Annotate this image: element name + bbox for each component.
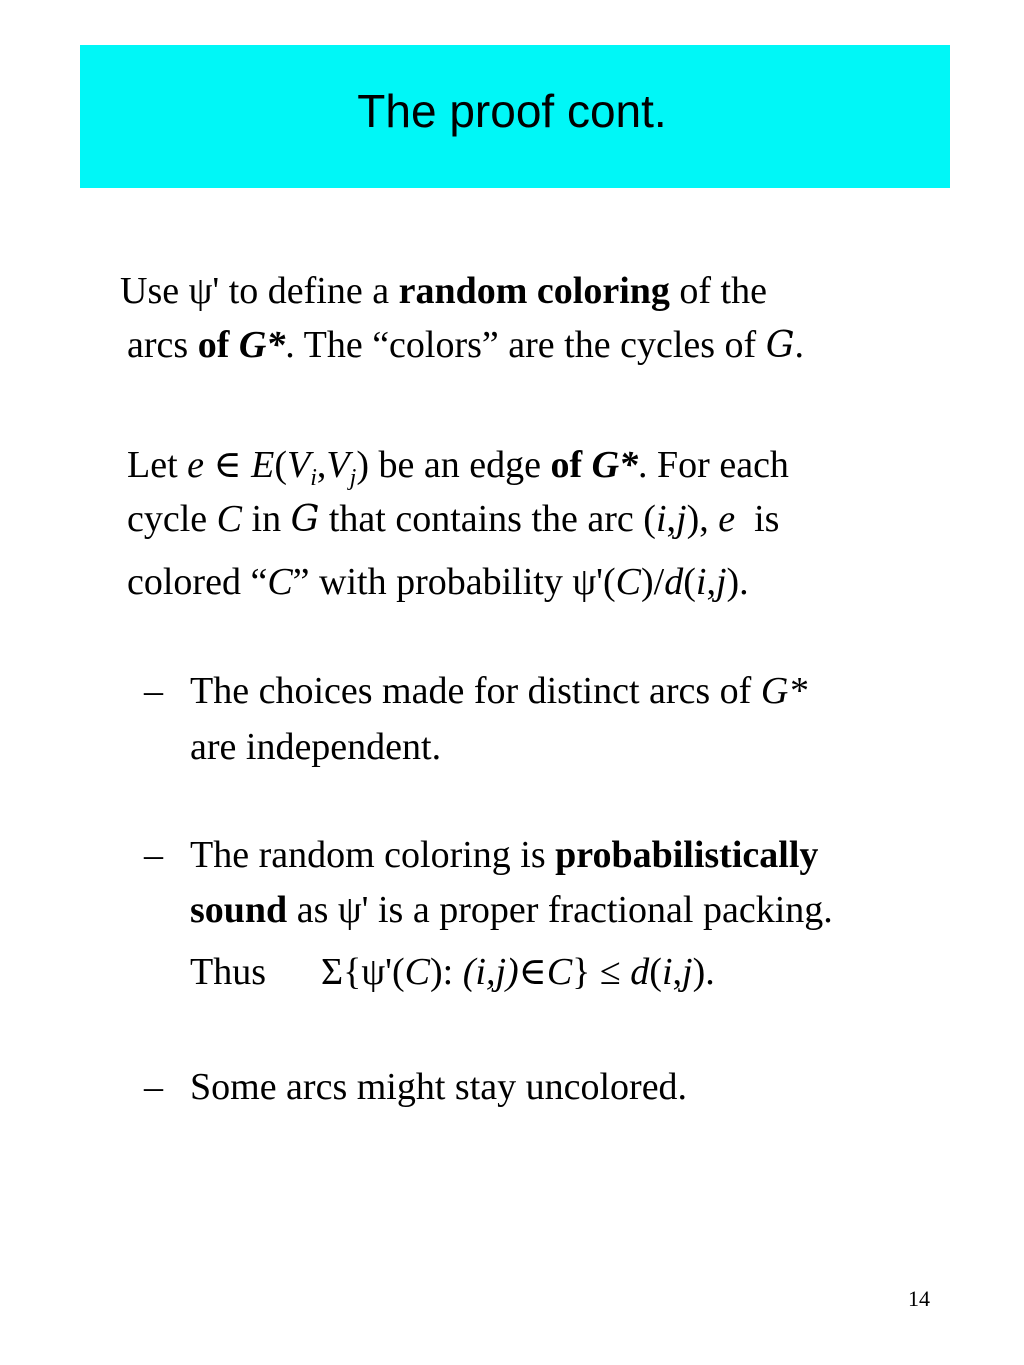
bullet-2-line-2: sound as ψ' is a proper fractional packing. bbox=[190, 889, 833, 931]
bullet-1-line-1: The choices made for distinct arcs of G* bbox=[190, 670, 808, 712]
script-g-symbol: G bbox=[765, 325, 795, 366]
paragraph-2-line-2: cycle C in G that contains the arc (i,j), e is bbox=[127, 498, 780, 540]
bullet-3-line-1: Some arcs might stay uncolored. bbox=[190, 1066, 688, 1108]
page-number: 14 bbox=[908, 1286, 930, 1311]
bullet-1-line-2: are independent. bbox=[190, 726, 442, 768]
paragraph-1-line-2: arcs of G*. The “colors” are the cycles of G. bbox=[127, 324, 804, 366]
script-g-symbol: G bbox=[290, 499, 320, 540]
bullet-dash: – bbox=[144, 670, 163, 712]
paragraph-2-line-1: Let e ∈ $E(V_i,V_j)$ be an edge of G*. For each bbox=[127, 444, 789, 491]
bullet-2-line-3: Thus Σ{ψ'(C): (i,j)∈C} ≤ d(i,j). bbox=[190, 951, 715, 993]
paragraph-2-line-3: colored “C” with probability ψ'(C)/d(i,j). bbox=[127, 561, 749, 603]
slide-title: The proof cont. bbox=[357, 85, 667, 137]
bullet-dash: – bbox=[144, 834, 163, 876]
bullet-dash: – bbox=[144, 1066, 163, 1108]
paragraph-1-line-1: Use ψ' to define a random coloring of the bbox=[120, 270, 767, 312]
bullet-2-line-1: The random coloring is probabilistically bbox=[190, 834, 819, 876]
